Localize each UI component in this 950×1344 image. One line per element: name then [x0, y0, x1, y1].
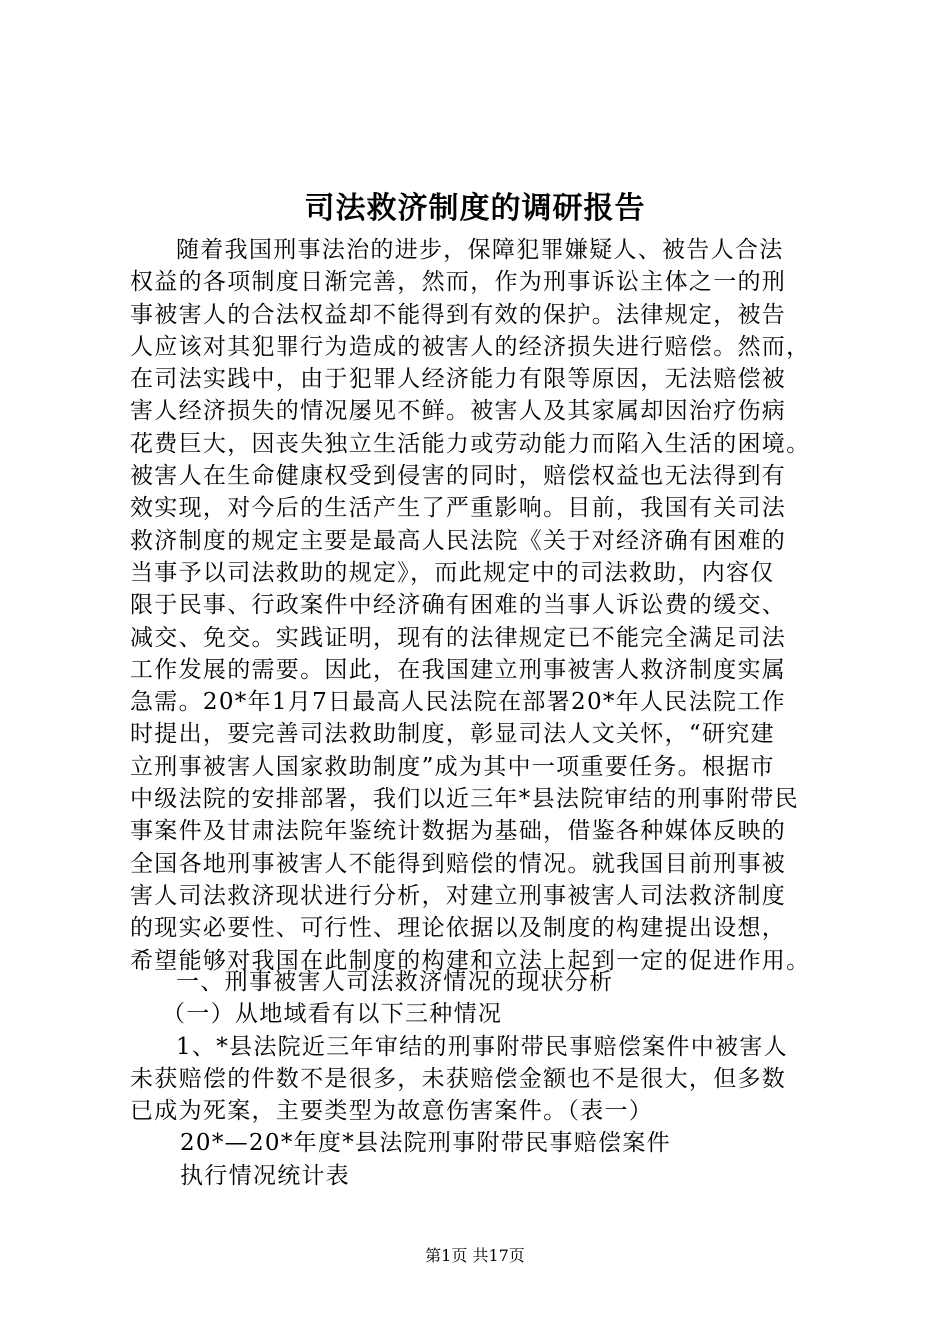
page-number: 第1页 共17页 [425, 1246, 525, 1265]
section-one [130, 966, 850, 1192]
paragraph-line: 害人经济损失的情况屡见不鲜。被害人及其家属却因治疗伤病 [130, 398, 787, 425]
paragraph-line: 立刑事被害人国家救助制度”成为其中一项重要任务。根据市 [130, 753, 775, 780]
document-title: 司法救济制度的调研报告 [304, 191, 646, 226]
paragraph-line: 花费巨大，因丧失独立生活能力或劳动能力而陷入生活的困境。 [130, 430, 811, 457]
paragraph-line: 时提出，要完善司法救助制度，彰显司法人文关怀，“研究建 [130, 721, 775, 748]
intro-paragraph [130, 234, 830, 977]
section-heading: 一、刑事被害人司法救济情况的现状分析 [176, 969, 614, 995]
paragraph-line: 全国各地刑事被害人不能得到赔偿的情况。就我国目前刑事被 [130, 850, 787, 877]
list-item-line: 已成为死案，主要类型为故意伤害案件。（表一） [130, 1098, 654, 1125]
paragraph-line: 在司法实践中，由于犯罪人经济能力有限等原因，无法赔偿被 [130, 366, 787, 393]
paragraph-line: 效实现，对今后的生活产生了严重影响。目前，我国有关司法 [130, 495, 787, 522]
paragraph-line: 希望能够对我国在此制度的构建和立法上起到一定的促进作用。 [130, 947, 811, 974]
table-caption: 执行情况统计表 [180, 1162, 351, 1189]
paragraph-line: 当事予以司法救助的规定》，而此规定中的司法救助，内容仅 [130, 559, 775, 586]
paragraph-line: 随着我国刑事法治的进步，保障犯罪嫌疑人、被告人合法 [176, 237, 784, 263]
paragraph-line: 救济制度的规定主要是最高人民法院《关于对经济确有困难的 [130, 527, 787, 554]
list-item-line: 未获赔偿的件数不是很多，未获赔偿金额也不是很大，但多数 [130, 1065, 787, 1092]
paragraph-line: 权益的各项制度日渐完善，然而，作为刑事诉讼主体之一的刑 [130, 269, 787, 296]
paragraph-line: 事案件及甘肃法院年鉴统计数据为基础，借鉴各种媒体反映的 [130, 818, 787, 845]
paragraph-line: 的现实必要性、可行性、理论依据以及制度的构建提出设想， [130, 915, 787, 942]
paragraph-line: 害人司法救济现状进行分析，对建立刑事被害人司法救济制度 [130, 882, 787, 909]
paragraph-line: 减交、免交。实践证明，现有的法律规定已不能完全满足司法 [130, 624, 787, 651]
table-caption: 20*—20*年度*县法院刑事附带民事赔偿案件 [180, 1130, 671, 1157]
subsection-heading: （一）从地域看有以下三种情况 [162, 1001, 503, 1028]
paragraph-line: 被害人在生命健康权受到侵害的同时，赔偿权益也无法得到有 [130, 463, 787, 490]
list-item-line: 1、*县法院近三年审结的刑事附带民事赔偿案件中被害人 [176, 1033, 788, 1060]
paragraph-line: 工作发展的需要。因此，在我国建立刑事被害人救济制度实属 [130, 656, 787, 683]
paragraph-line: 事被害人的合法权益却不能得到有效的保护。法律规定，被告 [130, 301, 787, 328]
paragraph-line: 中级法院的安排部署，我们以近三年*县法院审结的刑事附带民 [130, 786, 799, 813]
paragraph-line: 限于民事、行政案件中经济确有困难的当事人诉讼费的缓交、 [130, 592, 787, 619]
paragraph-line: 人应该对其犯罪行为造成的被害人的经济损失进行赔偿。然而， [130, 333, 811, 360]
paragraph-line: 急需。20*年1月7日最高人民法院在部署20*年人民法院工作 [130, 689, 786, 716]
